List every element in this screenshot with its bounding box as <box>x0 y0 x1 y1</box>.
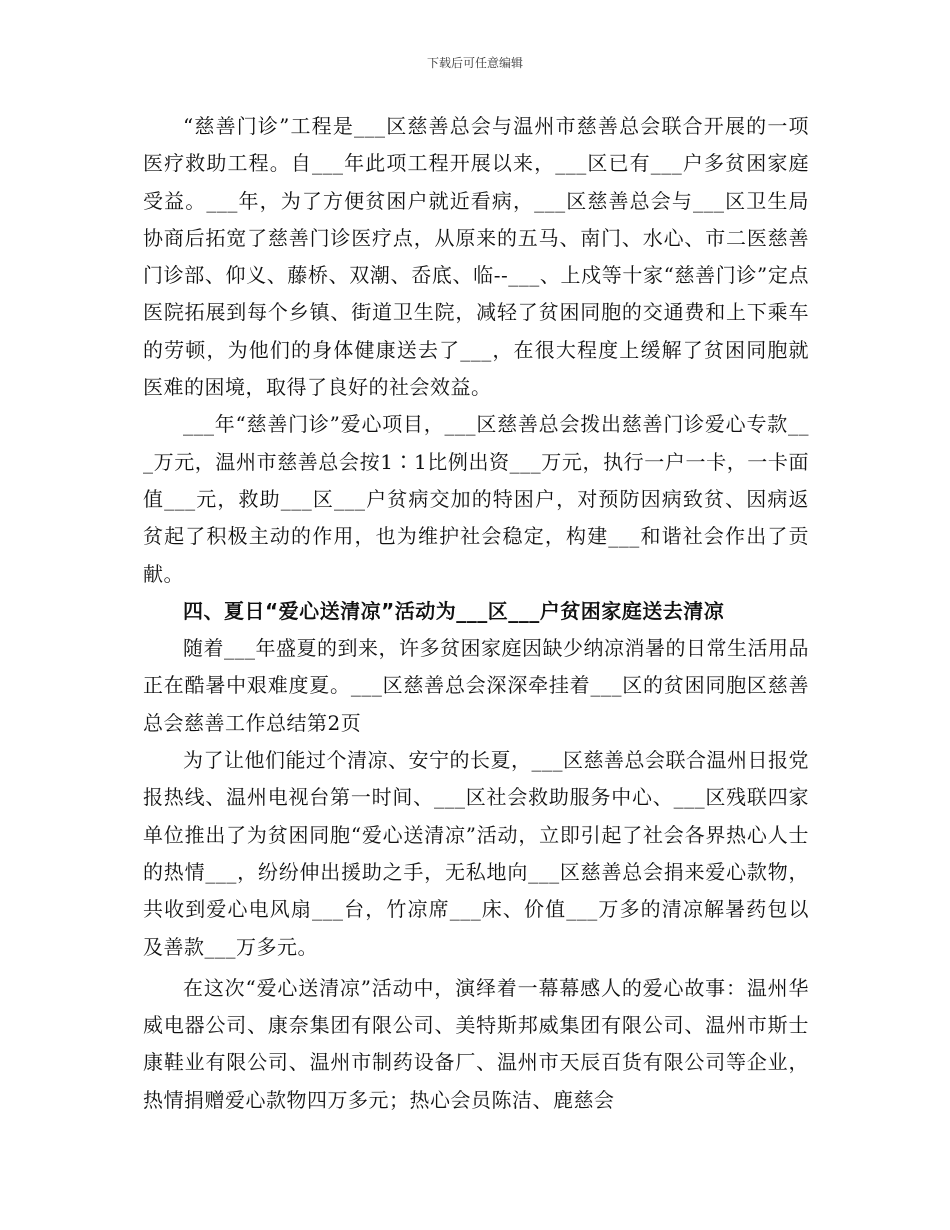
paragraph-donor-stories: 在这次“爱心送清凉”活动中，演绎着一幕幕感人的爱心故事：温州华威电器公司、康奈集团有限公司、美特斯邦威集团有限公司、温州市斯士康鞋业有限公司、温州市制药设备厂、温州市天辰百货有限公司等企业，热情捐赠爱心款物四万多元；热心会员陈洁、鹿慈会 <box>143 975 809 1112</box>
paragraph-charity-clinic-intro: “慈善门诊”工程是___区慈善总会与温州市慈善总会联合开展的一项医疗救助工程。自___年此项工程开展以来，___区已有___户多贫困家庭受益。___年，为了方便贫困户就近看病，___区慈善总会与___区卫生局协商后拓宽了慈善门诊医疗点，从原来的五马、南门、水心、市二医慈善门诊部、仰义、藤桥、双潮、岙底、临--___、上戍等十家“慈善门诊”定点医院拓展到每个乡镇、街道卫生院，减轻了贫困同胞的交通费和上下乘车的劳顿，为他们的身体健康送去了___，在很大程度上缓解了贫困同胞就医难的困境，取得了良好的社会效益。 <box>143 114 809 400</box>
document-body <box>143 108 809 1119</box>
paragraph-summer-campaign: 为了让他们能过个清凉、安宁的长夏，___区慈善总会联合温州日报党报热线、温州电视台第一时间、___区社会救助服务中心、___区残联四家单位推出了为贫困同胞“爱心送清凉”活动，立即引起了社会各界热心人士的热情___，纷纷伸出援助之手，无私地向___区慈善总会捐来爱心款物，共收到爱心电风扇___台，竹凉席___床、价值___万多的清凉解暑药包以及善款___万多元。 <box>143 748 809 959</box>
paragraph-charity-clinic-funding: ___年“慈善门诊”爱心项目，___区慈善总会拨出慈善门诊爱心专款___万元，温州市慈善总会按1∶1比例出资___万元，执行一户一卡，一卡面值___元，救助___区___户贫病交加的特困户，对预防因病致贫、因病返贫起了积极主动的作用，也为维护社会稳定，构建___和谐社会作出了贡献。 <box>143 412 809 586</box>
paragraph-summer-intro: 随着___年盛夏的到来，许多贫困家庭因缺少纳凉消暑的日常生活用品正在酷暑中艰难度夏。___区慈善总会深深牵挂着___区的贫困同胞区慈善总会慈善工作总结第2页 <box>143 636 809 735</box>
page-header: 下载后可任意编辑 <box>426 56 523 70</box>
section-heading-summer-cooling: 四、夏日“爱心送清凉”活动为___区___户贫困家庭送去清凉 <box>183 598 725 623</box>
